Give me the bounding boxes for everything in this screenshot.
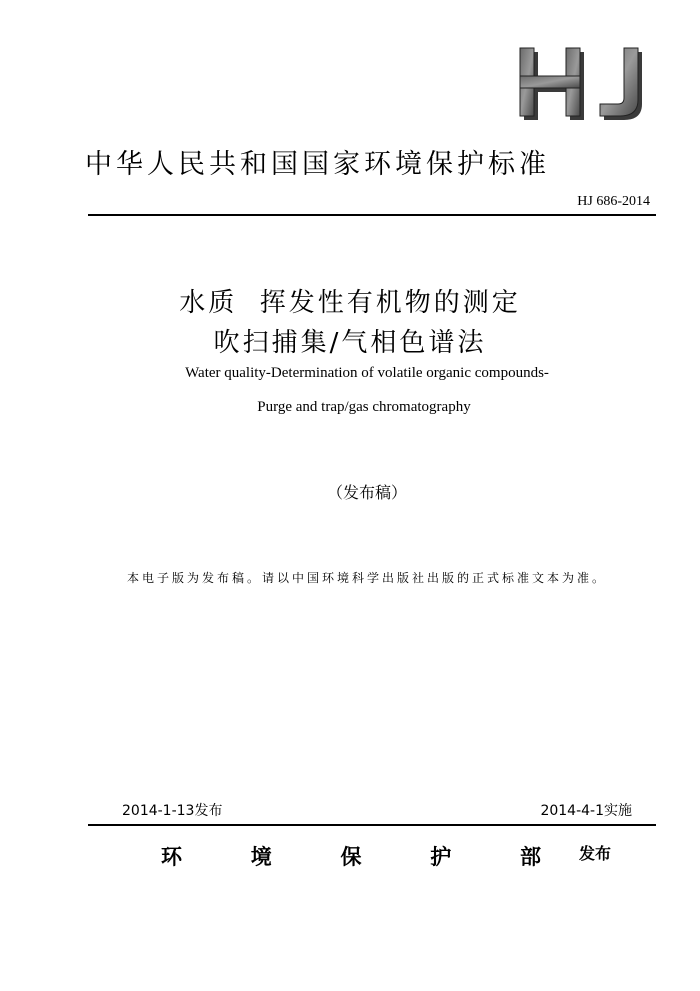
draft-label: （发布稿） bbox=[326, 483, 407, 502]
ministry-char: 护 bbox=[430, 845, 452, 869]
implementation-date: 2014-4-1实施 bbox=[540, 803, 632, 819]
ministry-char: 境 bbox=[250, 845, 272, 869]
standard-code: HJ 686-2014 bbox=[577, 194, 650, 209]
publish-label: 发布 bbox=[579, 844, 612, 863]
footer-divider bbox=[88, 824, 656, 826]
title-en-line2: Purge and trap/gas chromatography bbox=[257, 399, 471, 415]
hj-logo bbox=[514, 46, 644, 126]
ministry-char: 部 bbox=[520, 845, 541, 869]
title-cn-line1: 水质 挥发性有机物的测定 bbox=[179, 288, 521, 318]
org-title: 中华人民共和国国家环境保护标准 bbox=[85, 149, 550, 180]
issuing-ministry bbox=[161, 841, 541, 871]
issue-date: 2014-1-13发布 bbox=[122, 803, 223, 819]
title-en-line1: Water quality-Determination of volatile organic compounds- bbox=[185, 365, 549, 381]
notice-text: 本电子版为发布稿。请以中国环境科学出版社出版的正式标准文本为准。 bbox=[126, 571, 607, 585]
ministry-char: 环 bbox=[161, 845, 182, 869]
svg-text:HJ: HJ bbox=[514, 46, 516, 47]
title-cn-line2: 吹扫捕集/气相色谱法 bbox=[213, 328, 487, 358]
header-divider bbox=[88, 214, 656, 216]
ministry-char: 保 bbox=[340, 845, 362, 869]
